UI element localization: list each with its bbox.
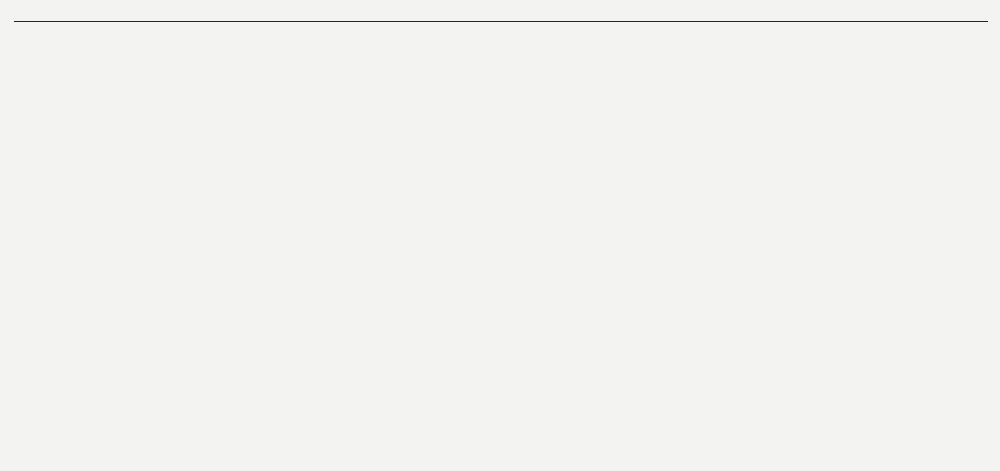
header-rule	[14, 21, 988, 22]
